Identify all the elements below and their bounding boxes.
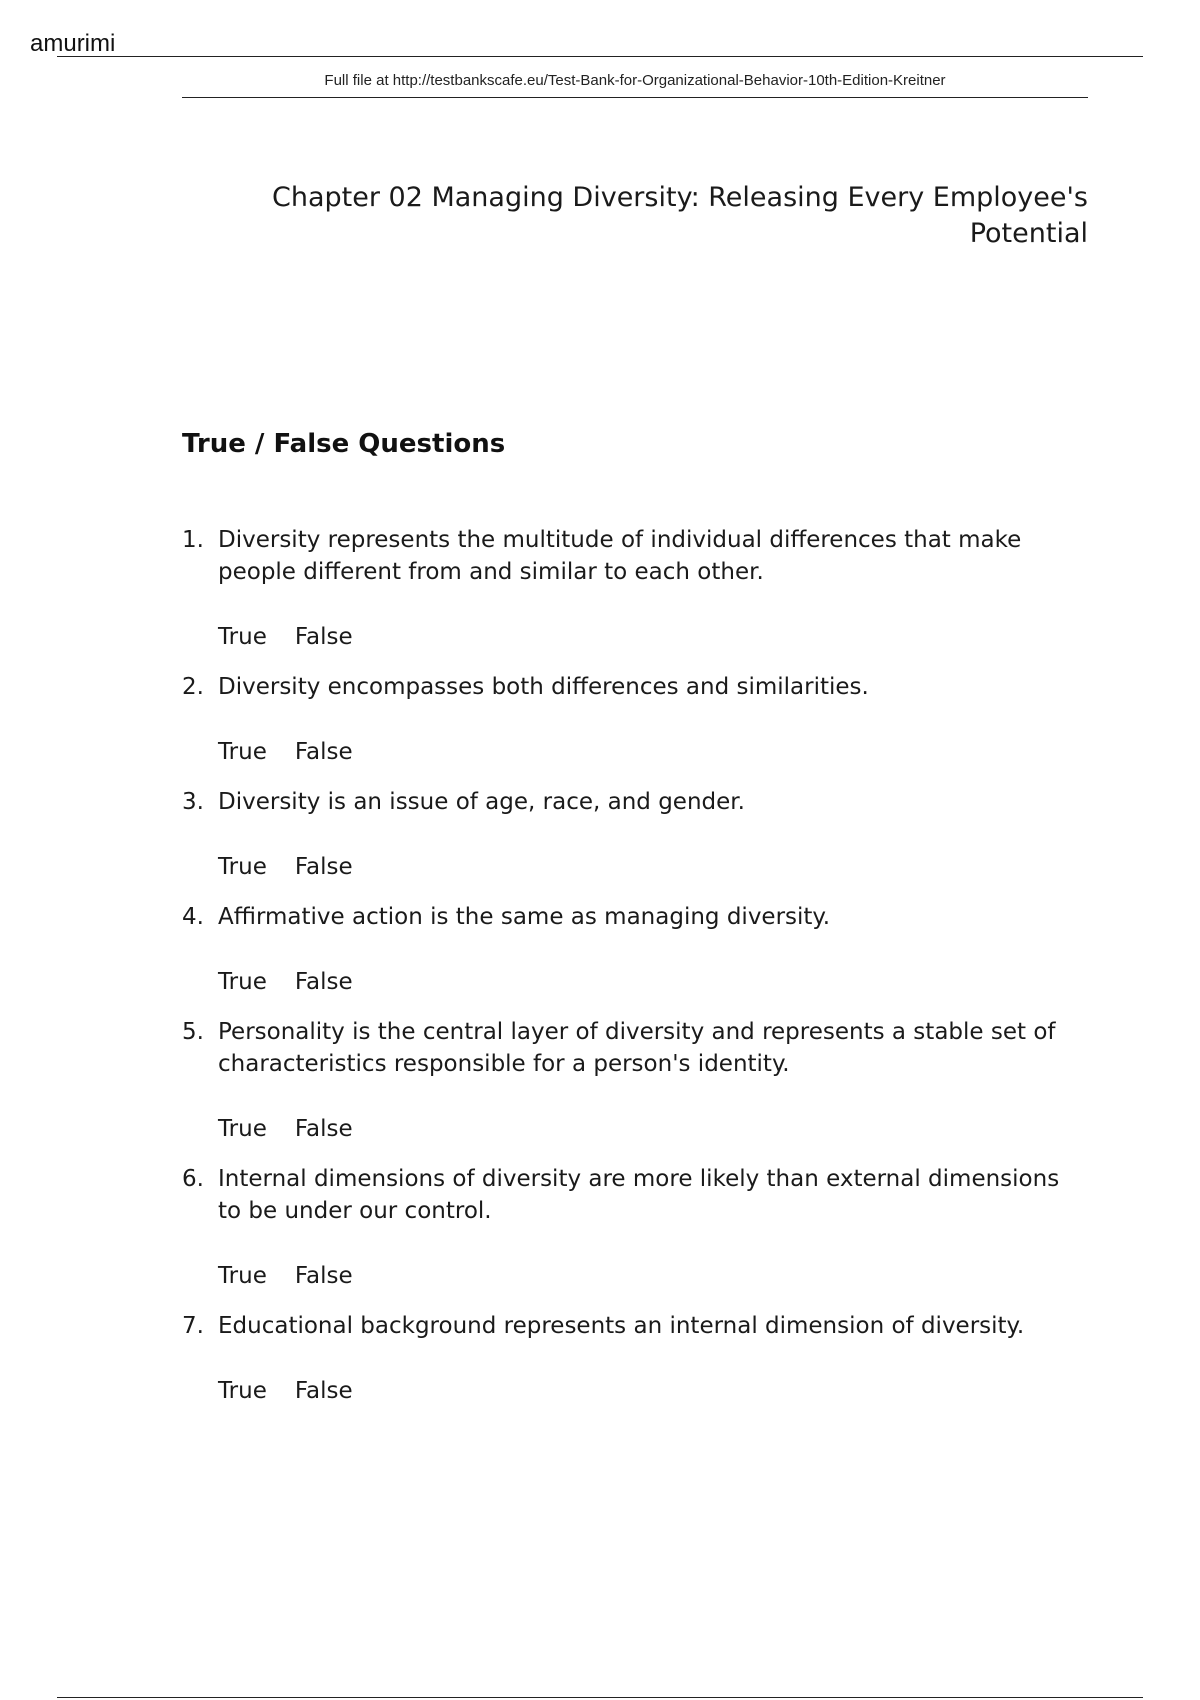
choice-true[interactable]: True <box>218 624 267 650</box>
question-number: 6. <box>182 1166 204 1192</box>
bottom-divider <box>57 1697 1143 1698</box>
choice-false[interactable]: False <box>294 854 353 880</box>
question-4 <box>182 901 1088 998</box>
choice-false[interactable]: False <box>294 1263 353 1289</box>
question-6 <box>182 1163 1088 1292</box>
question-text: Diversity encompasses both differences and similarities. <box>218 674 869 700</box>
question-5 <box>182 1016 1088 1145</box>
choice-true[interactable]: True <box>218 969 267 995</box>
choice-true[interactable]: True <box>218 1263 267 1289</box>
source-url[interactable]: Full file at http://testbankscafe.eu/Test-Bank-for-Organizational-Behavior-10th-Edition-Kreitner <box>324 72 946 89</box>
choice-false[interactable]: False <box>294 1378 353 1404</box>
brand-name: amurimi <box>30 30 116 57</box>
question-number: 3. <box>182 789 204 815</box>
choice-true[interactable]: True <box>218 739 267 765</box>
choice-true[interactable]: True <box>218 854 267 880</box>
chapter-title: Chapter 02 Managing Diversity: Releasing Every Employee's Potential <box>271 182 1088 249</box>
question-number: 5. <box>182 1019 204 1045</box>
choice-true[interactable]: True <box>218 1116 267 1142</box>
question-3 <box>182 786 1088 883</box>
question-1 <box>182 524 1088 653</box>
question-list <box>182 524 1088 1425</box>
question-text: Diversity represents the multitude of individual differences that make people different from and similar to each other. <box>218 527 1022 585</box>
question-text: Diversity is an issue of age, race, and gender. <box>218 789 745 815</box>
top-divider <box>57 56 1143 57</box>
question-7 <box>182 1310 1088 1407</box>
question-number: 2. <box>182 674 204 700</box>
question-number: 1. <box>182 527 204 553</box>
question-text: Personality is the central layer of diversity and represents a stable set of characteristics responsible for a person's identity. <box>218 1019 1056 1077</box>
section-heading: True / False Questions <box>182 429 506 459</box>
choice-true[interactable]: True <box>218 1378 267 1404</box>
question-text: Educational background represents an internal dimension of diversity. <box>218 1313 1025 1339</box>
choice-false[interactable]: False <box>294 739 353 765</box>
choice-false[interactable]: False <box>294 969 353 995</box>
question-text: Affirmative action is the same as managing diversity. <box>218 904 831 930</box>
question-text: Internal dimensions of diversity are more likely than external dimensions to be under our control. <box>218 1166 1060 1224</box>
choice-false[interactable]: False <box>294 1116 353 1142</box>
question-number: 7. <box>182 1313 204 1339</box>
choice-false[interactable]: False <box>294 624 353 650</box>
question-2 <box>182 671 1088 768</box>
question-number: 4. <box>182 904 204 930</box>
source-divider <box>182 97 1088 98</box>
